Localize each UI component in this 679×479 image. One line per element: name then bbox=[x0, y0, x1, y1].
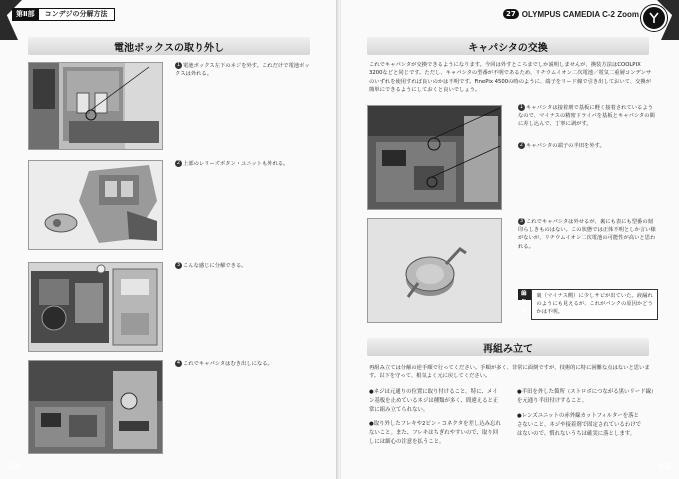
caption-1 bbox=[175, 62, 313, 78]
photo-release-unit bbox=[28, 160, 163, 250]
page-number: 105 bbox=[657, 462, 671, 471]
caption-text: 電池ボックス左下のネジを外す。これだけで電池ボックスは外れる。 bbox=[175, 63, 310, 78]
chapter-title: コンデジの分解方法 bbox=[39, 8, 115, 21]
reassembly-body-text: 再組み立ては分解の逆手順で行ってください。手順が多く、非常に面倒ですが、技術的に特に困難な点はないと思います。以下を守って、根気よく元に戻してください。 bbox=[369, 365, 650, 380]
editor-note-label: 編集注 bbox=[518, 289, 531, 300]
capacitor-body-text: これでキャパシタが交換できるようになります。今回は外すところまでしか説明しませんが、換装方法はCOOLPIX 3200などと同じです。ただし、キャパシタの型番が不明であるため、リチウムイオン二次電池／電気二重層コンデンサのいずれを使用すれば良いのかは不明です。FinePix 4500の時のように、端子をリード線で引き出しておいて、交換が簡単にできるようにしておくと良いでしょう。 bbox=[369, 62, 652, 94]
caption-number: 3 bbox=[519, 218, 524, 224]
caption-text: 上部のレリーズボタン・ユニットも外れる。 bbox=[183, 161, 289, 167]
running-title: OLYMPUS CAMEDIA C-2 Zoom bbox=[521, 9, 639, 19]
section-title-reassembly: 再組み立て bbox=[367, 338, 649, 356]
editor-note bbox=[518, 289, 658, 320]
capacitor-caption-1 bbox=[518, 104, 658, 129]
caption-number: 1 bbox=[176, 62, 181, 68]
page-number: 104 bbox=[7, 462, 21, 471]
caption-text: こんな感じに分解できる。 bbox=[183, 263, 247, 269]
bullet-text: 半田を外した箇所（ストロボにつながる黒いリード線）を元通り半田付けすること。 bbox=[517, 389, 654, 404]
chapter-badge: 27 bbox=[503, 9, 519, 19]
caption-text: これでキャパシタはむき出しになる。 bbox=[183, 361, 273, 367]
caption-number: 2 bbox=[176, 160, 181, 166]
caption-4 bbox=[175, 360, 313, 368]
bullet-item: ●ネジは元通りの位置に取り付けること。特に、メイン基板を止めているネジは種類が多く、間違えると正常に組み立てられない。 bbox=[369, 389, 499, 413]
bullet-item: ●取り外したフレキや2ピン・コネクタを差し込み忘れないこと。また、フレキはちぎれやすいので、取り回しには細心の注意を払うこと。 bbox=[369, 421, 501, 445]
photo-capacitor-exposed bbox=[28, 360, 163, 454]
camera-logo-icon bbox=[641, 5, 667, 31]
section-title: 電池ボックスの取り外し bbox=[28, 37, 310, 55]
chapter-header bbox=[12, 8, 115, 21]
photo-removed-capacitor bbox=[367, 218, 502, 323]
capacitor-caption-3 bbox=[518, 218, 658, 251]
bullet-item: ●半田を外した箇所（ストロボにつながる黒いリード線）を元通り半田付けすること。 bbox=[517, 389, 654, 404]
capacitor-caption-2 bbox=[518, 142, 658, 150]
bullet-text: レンズユニットの赤外線カットフィルターを落とさないこと。ネジや接着剤で固定されているわけではないので、慣れないうちは確実に落とします。 bbox=[517, 413, 641, 437]
coin-capacitor-photo bbox=[368, 219, 501, 322]
left-page bbox=[0, 0, 338, 479]
chapter-number: 第Ⅱ部 bbox=[12, 8, 39, 21]
right-page bbox=[341, 0, 679, 479]
photo-capacitor-board bbox=[367, 105, 502, 210]
caption-number: 3 bbox=[176, 262, 181, 268]
disassembled-parts-photo bbox=[29, 263, 162, 351]
section-title-capacitor: キャパシタの交換 bbox=[367, 37, 649, 55]
caption-3 bbox=[175, 262, 313, 270]
capacitor-board-photo bbox=[368, 106, 501, 209]
bullet-text: 取り外したフレキや2ピン・コネクタを差し込み忘れないこと。また、フレキはちぎれやすいので、取り回しには細心の注意を払うこと。 bbox=[369, 421, 501, 445]
bullet-item: ●レンズユニットの赤外線カットフィルターを落とさないこと。ネジや接着剤で固定されているわけではないので、慣れないうちは確実に落とします。 bbox=[517, 413, 641, 437]
caption-text: キャパシタの端子の半田を外す。 bbox=[526, 143, 605, 149]
editor-note-text: 裏（マイナス側）に少しサビが出ていた。液漏れのようにも見えるが、これがパンクの原因かどうかは不明。 bbox=[531, 289, 658, 320]
running-header bbox=[503, 9, 639, 19]
caption-number: 4 bbox=[176, 360, 181, 366]
circuit-board-photo bbox=[29, 361, 162, 453]
photo-disassembled bbox=[28, 262, 163, 352]
caption-2 bbox=[175, 160, 313, 168]
caption-number: 1 bbox=[519, 104, 524, 110]
photo-battery-box bbox=[28, 62, 163, 150]
caption-text: キャパシタは接着剤で基板に軽く接着されているようなので、マイナスの精密ドライバを基板とキャパシタの間に差し込んで、丁寧に剥がす。 bbox=[518, 105, 655, 128]
caption-text: これでキャパシタは外せるが、裏にも表にも型番の刻印らしきものはない。この状態では正体不明としか言い様がないが、リチウムイオン二次電池の可能性が高いと思われる。 bbox=[518, 219, 656, 250]
caption-number: 2 bbox=[519, 142, 524, 148]
release-unit-photo bbox=[29, 161, 162, 249]
camera-internals-photo bbox=[29, 63, 162, 149]
bullet-text: ネジは元通りの位置に取り付けること。特に、メイン基板を止めているネジは種類が多く、間違えると正常に組み立てられない。 bbox=[369, 389, 499, 413]
